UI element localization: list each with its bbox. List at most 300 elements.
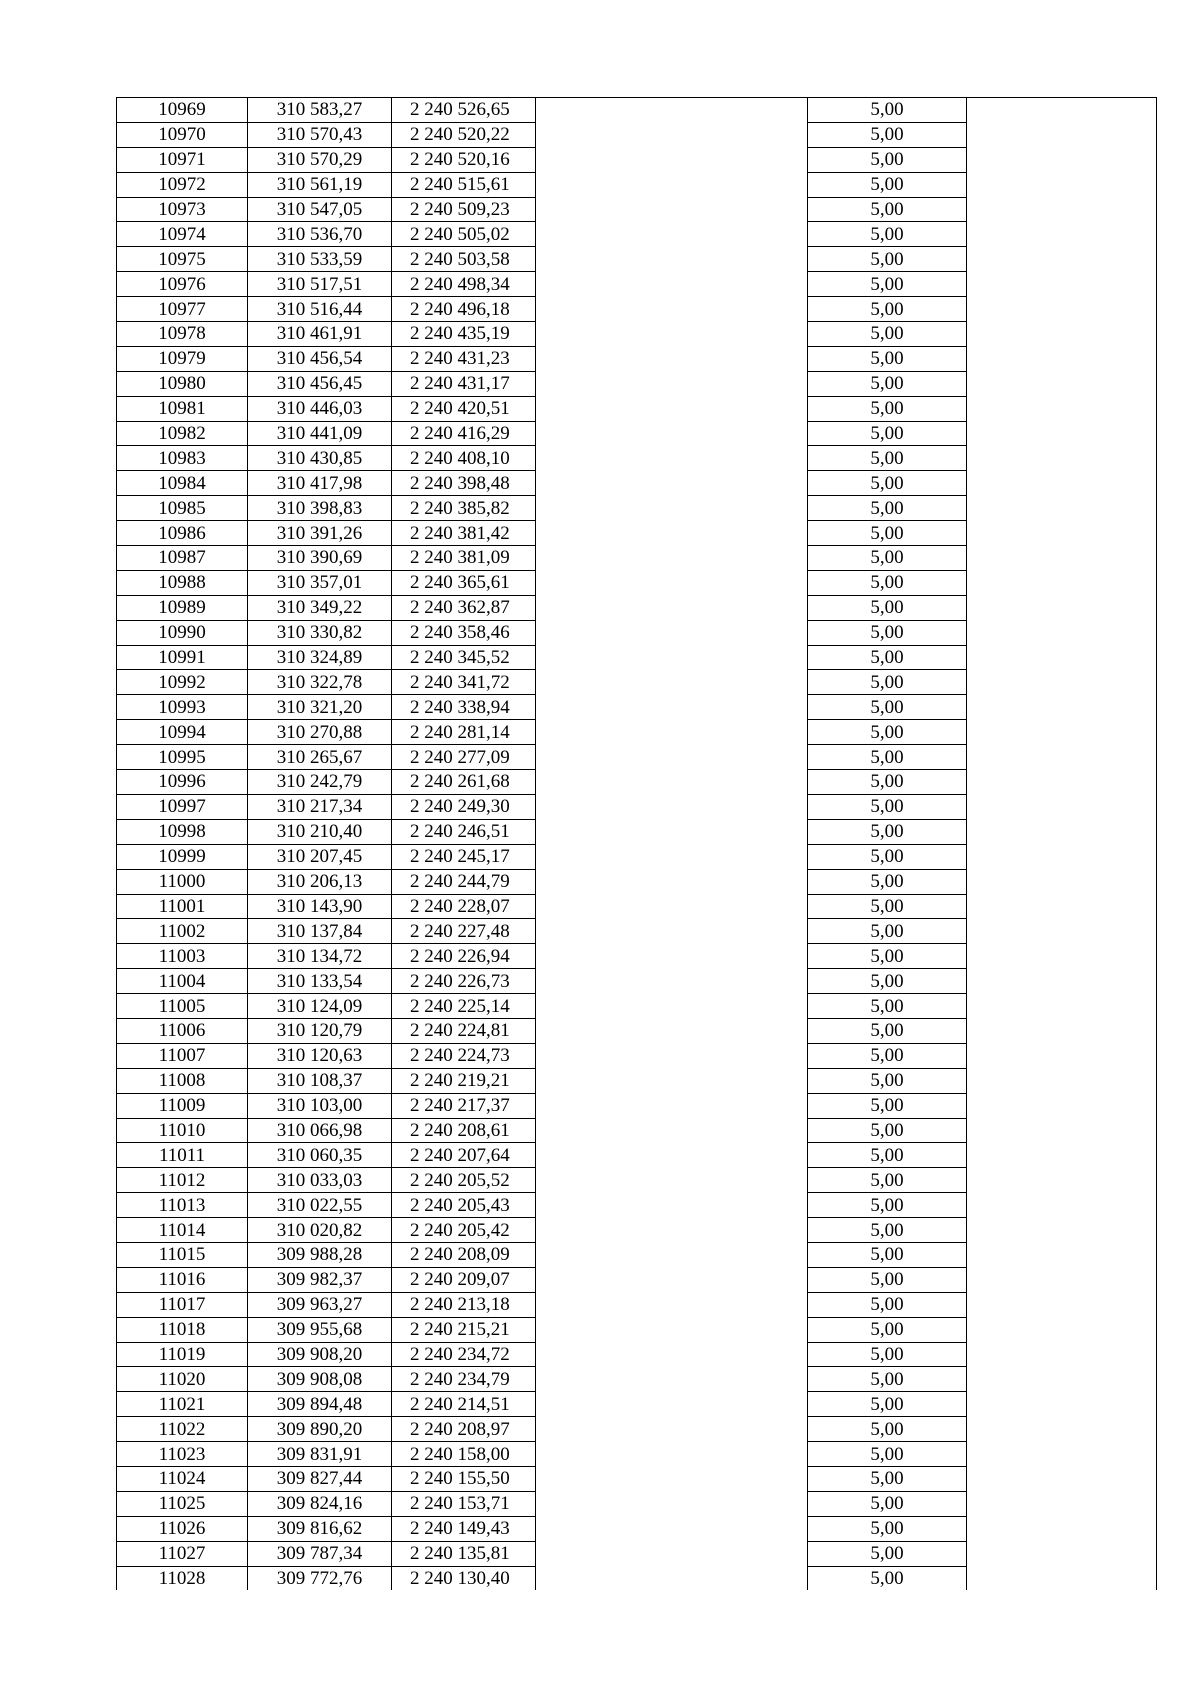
empty-cell [536,919,808,944]
empty-cell [536,595,808,620]
value-cell: 5,00 [808,1118,967,1143]
y-coordinate-cell: 2 240 234,79 [392,1367,536,1392]
empty-cell [967,147,1157,172]
point-number-cell: 10998 [117,819,248,844]
value-cell: 5,00 [808,421,967,446]
y-coordinate-cell: 2 240 219,21 [392,1068,536,1093]
empty-cell [536,1093,808,1118]
y-coordinate-cell: 2 240 420,51 [392,396,536,421]
table-row [117,819,1157,844]
empty-cell [967,794,1157,819]
y-coordinate-cell: 2 240 416,29 [392,421,536,446]
y-coordinate-cell: 2 240 245,17 [392,844,536,869]
x-coordinate-cell: 309 894,48 [248,1392,392,1417]
point-number-cell: 10978 [117,322,248,347]
y-coordinate-cell: 2 240 385,82 [392,496,536,521]
x-coordinate-cell: 310 517,51 [248,272,392,297]
table-row [117,670,1157,695]
point-number-cell: 10995 [117,745,248,770]
point-number-cell: 10980 [117,371,248,396]
point-number-cell: 10996 [117,770,248,795]
empty-cell [967,819,1157,844]
x-coordinate-cell: 309 824,16 [248,1491,392,1516]
empty-cell [536,819,808,844]
empty-cell [967,1018,1157,1043]
value-cell: 5,00 [808,570,967,595]
table-row [117,894,1157,919]
table-row [117,994,1157,1019]
empty-cell [967,1193,1157,1218]
table-row [117,1317,1157,1342]
y-coordinate-cell: 2 240 213,18 [392,1292,536,1317]
y-coordinate-cell: 2 240 435,19 [392,322,536,347]
y-coordinate-cell: 2 240 234,72 [392,1342,536,1367]
table-row [117,1093,1157,1118]
y-coordinate-cell: 2 240 205,52 [392,1168,536,1193]
y-coordinate-cell: 2 240 338,94 [392,695,536,720]
empty-cell [967,222,1157,247]
point-number-cell: 11027 [117,1541,248,1566]
point-number-cell: 10999 [117,844,248,869]
x-coordinate-cell: 310 022,55 [248,1193,392,1218]
y-coordinate-cell: 2 240 215,21 [392,1317,536,1342]
value-cell: 5,00 [808,595,967,620]
empty-cell [536,371,808,396]
value-cell: 5,00 [808,1566,967,1590]
point-number-cell: 11001 [117,894,248,919]
y-coordinate-cell: 2 240 130,40 [392,1566,536,1590]
table-row [117,297,1157,322]
table-row [117,645,1157,670]
point-number-cell: 10994 [117,720,248,745]
point-number-cell: 11004 [117,969,248,994]
point-number-cell: 11008 [117,1068,248,1093]
empty-cell [967,1566,1157,1590]
table-row [117,1466,1157,1491]
y-coordinate-cell: 2 240 398,48 [392,471,536,496]
table-row [117,1392,1157,1417]
empty-cell [536,1218,808,1243]
value-cell: 5,00 [808,446,967,471]
empty-cell [536,1491,808,1516]
point-number-cell: 11012 [117,1168,248,1193]
empty-cell [967,745,1157,770]
point-number-cell: 10969 [117,98,248,123]
y-coordinate-cell: 2 240 249,30 [392,794,536,819]
y-coordinate-cell: 2 240 277,09 [392,745,536,770]
y-coordinate-cell: 2 240 244,79 [392,869,536,894]
y-coordinate-cell: 2 240 214,51 [392,1392,536,1417]
point-number-cell: 11022 [117,1417,248,1442]
x-coordinate-cell: 310 441,09 [248,421,392,446]
point-number-cell: 10985 [117,496,248,521]
empty-cell [967,1043,1157,1068]
point-number-cell: 11025 [117,1491,248,1516]
table-row [117,122,1157,147]
y-coordinate-cell: 2 240 228,07 [392,894,536,919]
empty-cell [536,794,808,819]
empty-cell [536,222,808,247]
value-cell: 5,00 [808,1442,967,1467]
point-number-cell: 10971 [117,147,248,172]
empty-cell [967,770,1157,795]
x-coordinate-cell: 310 137,84 [248,919,392,944]
value-cell: 5,00 [808,172,967,197]
x-coordinate-cell: 310 108,37 [248,1068,392,1093]
point-number-cell: 11005 [117,994,248,1019]
empty-cell [967,1218,1157,1243]
table-row [117,1068,1157,1093]
value-cell: 5,00 [808,1516,967,1541]
table-row [117,521,1157,546]
empty-cell [536,1168,808,1193]
empty-cell [536,844,808,869]
table-row [117,172,1157,197]
y-coordinate-cell: 2 240 135,81 [392,1541,536,1566]
table-row [117,944,1157,969]
empty-cell [536,546,808,571]
value-cell: 5,00 [808,1093,967,1118]
empty-cell [967,620,1157,645]
point-number-cell: 10982 [117,421,248,446]
table-row [117,570,1157,595]
x-coordinate-cell: 310 583,27 [248,98,392,123]
value-cell: 5,00 [808,1267,967,1292]
value-cell: 5,00 [808,794,967,819]
empty-cell [967,521,1157,546]
value-cell: 5,00 [808,471,967,496]
empty-cell [967,595,1157,620]
table-row [117,322,1157,347]
y-coordinate-cell: 2 240 226,94 [392,944,536,969]
point-number-cell: 11015 [117,1242,248,1267]
table-row [117,844,1157,869]
empty-cell [536,645,808,670]
table-row [117,620,1157,645]
table-row [117,247,1157,272]
empty-cell [536,1541,808,1566]
y-coordinate-cell: 2 240 208,97 [392,1417,536,1442]
table-row [117,1193,1157,1218]
empty-cell [536,1516,808,1541]
x-coordinate-cell: 310 143,90 [248,894,392,919]
x-coordinate-cell: 310 430,85 [248,446,392,471]
x-coordinate-cell: 309 831,91 [248,1442,392,1467]
table-row [117,371,1157,396]
empty-cell [536,1267,808,1292]
value-cell: 5,00 [808,1168,967,1193]
empty-cell [536,894,808,919]
value-cell: 5,00 [808,819,967,844]
y-coordinate-cell: 2 240 365,61 [392,570,536,595]
value-cell: 5,00 [808,994,967,1019]
table-body [117,98,1157,1591]
empty-cell [967,371,1157,396]
empty-cell [967,969,1157,994]
value-cell: 5,00 [808,770,967,795]
table-row [117,1491,1157,1516]
value-cell: 5,00 [808,620,967,645]
empty-cell [536,745,808,770]
empty-cell [536,670,808,695]
table-row [117,1118,1157,1143]
empty-cell [536,1392,808,1417]
y-coordinate-cell: 2 240 431,23 [392,346,536,371]
table-row [117,1143,1157,1168]
value-cell: 5,00 [808,944,967,969]
coordinates-sheet [116,97,1156,1590]
point-number-cell: 10973 [117,197,248,222]
empty-cell [967,272,1157,297]
empty-cell [536,1317,808,1342]
x-coordinate-cell: 309 908,08 [248,1367,392,1392]
empty-cell [967,322,1157,347]
x-coordinate-cell: 310 210,40 [248,819,392,844]
value-cell: 5,00 [808,1491,967,1516]
empty-cell [536,272,808,297]
empty-cell [967,247,1157,272]
empty-cell [967,1442,1157,1467]
value-cell: 5,00 [808,546,967,571]
empty-cell [967,546,1157,571]
point-number-cell: 10992 [117,670,248,695]
empty-cell [536,446,808,471]
x-coordinate-cell: 310 217,34 [248,794,392,819]
empty-cell [967,122,1157,147]
value-cell: 5,00 [808,247,967,272]
empty-cell [536,346,808,371]
y-coordinate-cell: 2 240 515,61 [392,172,536,197]
empty-cell [536,1118,808,1143]
x-coordinate-cell: 310 390,69 [248,546,392,571]
y-coordinate-cell: 2 240 281,14 [392,720,536,745]
table-row [117,869,1157,894]
table-row [117,496,1157,521]
y-coordinate-cell: 2 240 225,14 [392,994,536,1019]
table-row [117,770,1157,795]
y-coordinate-cell: 2 240 345,52 [392,645,536,670]
empty-cell [967,446,1157,471]
value-cell: 5,00 [808,1292,967,1317]
point-number-cell: 10984 [117,471,248,496]
value-cell: 5,00 [808,297,967,322]
table-row [117,1417,1157,1442]
empty-cell [967,1143,1157,1168]
x-coordinate-cell: 309 963,27 [248,1292,392,1317]
point-number-cell: 10990 [117,620,248,645]
empty-cell [967,1367,1157,1392]
empty-cell [967,1392,1157,1417]
x-coordinate-cell: 310 398,83 [248,496,392,521]
point-number-cell: 11021 [117,1392,248,1417]
point-number-cell: 11007 [117,1043,248,1068]
point-number-cell: 11002 [117,919,248,944]
x-coordinate-cell: 310 349,22 [248,595,392,620]
empty-cell [536,247,808,272]
x-coordinate-cell: 310 547,05 [248,197,392,222]
empty-cell [536,322,808,347]
x-coordinate-cell: 310 417,98 [248,471,392,496]
point-number-cell: 11011 [117,1143,248,1168]
table-row [117,1342,1157,1367]
empty-cell [967,197,1157,222]
empty-cell [967,570,1157,595]
empty-cell [536,1367,808,1392]
empty-cell [967,1242,1157,1267]
empty-cell [536,944,808,969]
table-row [117,546,1157,571]
x-coordinate-cell: 310 357,01 [248,570,392,595]
y-coordinate-cell: 2 240 341,72 [392,670,536,695]
empty-cell [967,297,1157,322]
coordinates-table [116,97,1157,1590]
value-cell: 5,00 [808,1317,967,1342]
empty-cell [536,1018,808,1043]
empty-cell [967,994,1157,1019]
empty-cell [536,197,808,222]
x-coordinate-cell: 310 242,79 [248,770,392,795]
x-coordinate-cell: 310 456,45 [248,371,392,396]
table-row [117,1516,1157,1541]
table-row [117,346,1157,371]
value-cell: 5,00 [808,222,967,247]
table-row [117,1218,1157,1243]
point-number-cell: 11003 [117,944,248,969]
table-row [117,396,1157,421]
point-number-cell: 11016 [117,1267,248,1292]
x-coordinate-cell: 310 207,45 [248,844,392,869]
value-cell: 5,00 [808,496,967,521]
table-row [117,471,1157,496]
table-row [117,1018,1157,1043]
x-coordinate-cell: 310 033,03 [248,1168,392,1193]
point-number-cell: 11020 [117,1367,248,1392]
point-number-cell: 10983 [117,446,248,471]
value-cell: 5,00 [808,371,967,396]
table-row [117,969,1157,994]
table-row [117,1168,1157,1193]
empty-cell [967,944,1157,969]
y-coordinate-cell: 2 240 207,64 [392,1143,536,1168]
y-coordinate-cell: 2 240 509,23 [392,197,536,222]
table-row [117,1043,1157,1068]
x-coordinate-cell: 310 120,63 [248,1043,392,1068]
empty-cell [536,1442,808,1467]
table-row [117,1242,1157,1267]
point-number-cell: 11000 [117,869,248,894]
empty-cell [967,919,1157,944]
empty-cell [967,894,1157,919]
empty-cell [967,645,1157,670]
empty-cell [967,869,1157,894]
x-coordinate-cell: 309 908,20 [248,1342,392,1367]
empty-cell [967,496,1157,521]
value-cell: 5,00 [808,670,967,695]
y-coordinate-cell: 2 240 496,18 [392,297,536,322]
empty-cell [967,172,1157,197]
point-number-cell: 10993 [117,695,248,720]
x-coordinate-cell: 310 330,82 [248,620,392,645]
empty-cell [967,670,1157,695]
empty-cell [536,770,808,795]
point-number-cell: 10975 [117,247,248,272]
value-cell: 5,00 [808,1541,967,1566]
empty-cell [536,1242,808,1267]
x-coordinate-cell: 310 570,43 [248,122,392,147]
x-coordinate-cell: 309 827,44 [248,1466,392,1491]
empty-cell [536,98,808,123]
y-coordinate-cell: 2 240 209,07 [392,1267,536,1292]
y-coordinate-cell: 2 240 149,43 [392,1516,536,1541]
value-cell: 5,00 [808,322,967,347]
value-cell: 5,00 [808,1043,967,1068]
empty-cell [967,1267,1157,1292]
empty-cell [536,396,808,421]
point-number-cell: 11006 [117,1018,248,1043]
point-number-cell: 11018 [117,1317,248,1342]
point-number-cell: 11013 [117,1193,248,1218]
point-number-cell: 10981 [117,396,248,421]
empty-cell [967,1541,1157,1566]
point-number-cell: 11023 [117,1442,248,1467]
empty-cell [536,1466,808,1491]
x-coordinate-cell: 310 134,72 [248,944,392,969]
table-row [117,147,1157,172]
empty-cell [536,297,808,322]
point-number-cell: 10979 [117,346,248,371]
empty-cell [536,720,808,745]
y-coordinate-cell: 2 240 503,58 [392,247,536,272]
point-number-cell: 10974 [117,222,248,247]
value-cell: 5,00 [808,894,967,919]
x-coordinate-cell: 310 536,70 [248,222,392,247]
point-number-cell: 11017 [117,1292,248,1317]
table-row [117,919,1157,944]
value-cell: 5,00 [808,1466,967,1491]
y-coordinate-cell: 2 240 205,42 [392,1218,536,1243]
empty-cell [536,1193,808,1218]
empty-cell [536,1043,808,1068]
value-cell: 5,00 [808,1193,967,1218]
table-row [117,794,1157,819]
value-cell: 5,00 [808,1367,967,1392]
y-coordinate-cell: 2 240 381,42 [392,521,536,546]
value-cell: 5,00 [808,98,967,123]
x-coordinate-cell: 310 324,89 [248,645,392,670]
empty-cell [536,969,808,994]
point-number-cell: 11010 [117,1118,248,1143]
y-coordinate-cell: 2 240 408,10 [392,446,536,471]
value-cell: 5,00 [808,1068,967,1093]
empty-cell [536,1342,808,1367]
empty-cell [536,1068,808,1093]
point-number-cell: 11019 [117,1342,248,1367]
table-row [117,222,1157,247]
point-number-cell: 10991 [117,645,248,670]
x-coordinate-cell: 310 124,09 [248,994,392,1019]
y-coordinate-cell: 2 240 208,09 [392,1242,536,1267]
empty-cell [967,471,1157,496]
point-number-cell: 11028 [117,1566,248,1590]
empty-cell [967,695,1157,720]
x-coordinate-cell: 310 391,26 [248,521,392,546]
x-coordinate-cell: 310 456,54 [248,346,392,371]
y-coordinate-cell: 2 240 226,73 [392,969,536,994]
point-number-cell: 10972 [117,172,248,197]
empty-cell [536,570,808,595]
y-coordinate-cell: 2 240 155,50 [392,1466,536,1491]
x-coordinate-cell: 310 120,79 [248,1018,392,1043]
